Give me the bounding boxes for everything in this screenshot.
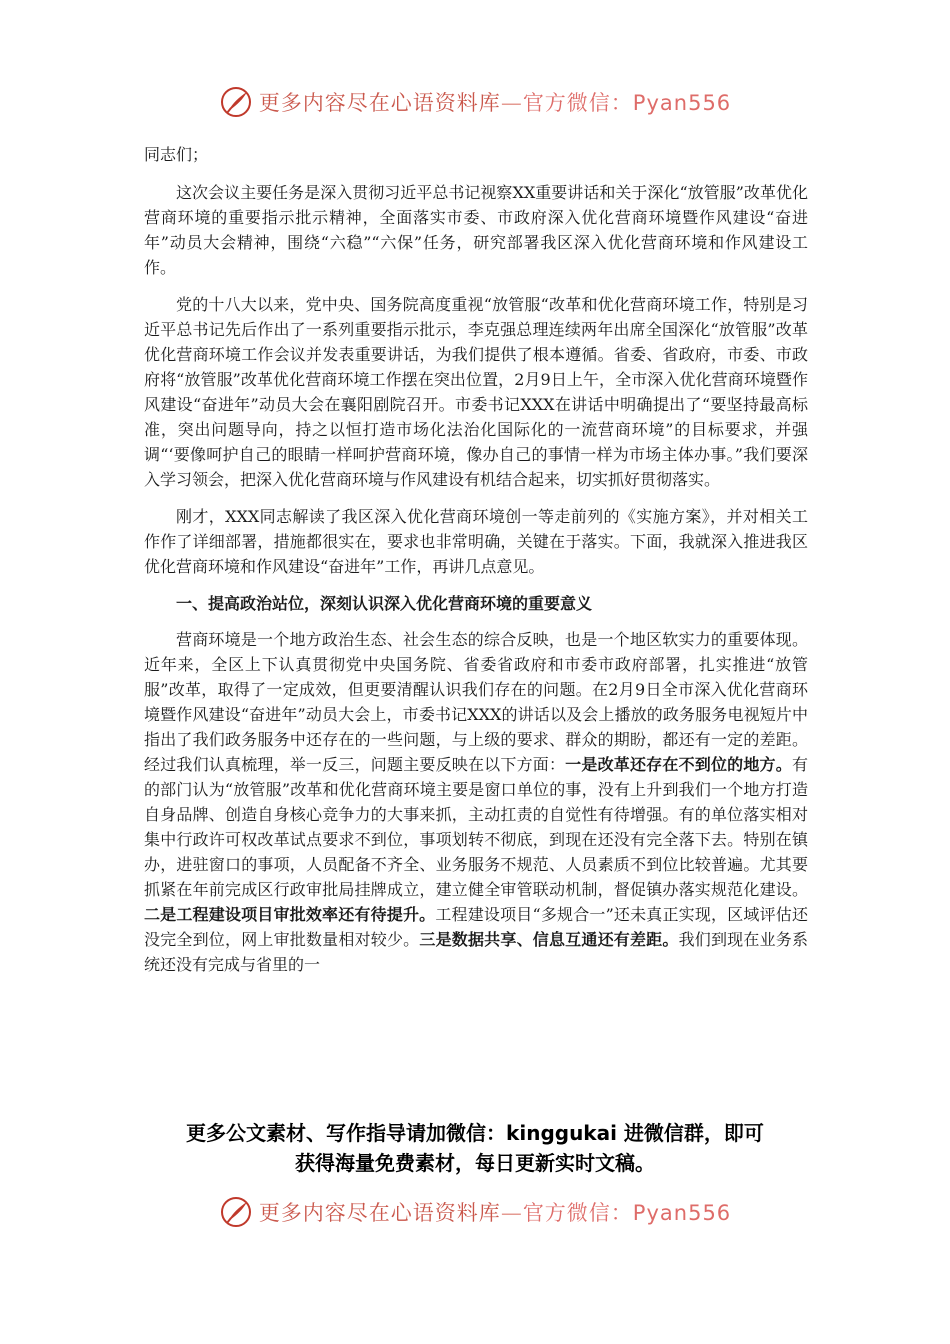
banner-dash: — — [500, 91, 523, 115]
paragraph-3: 刚才，XXX同志解读了我区深入优化营商环境创一等走前列的《实施方案》，并对相关工作作了详细部署，措施都很实在，要求也非常明确，关键在于落实。下面，我就深入推进我区优化营商环境和作风建设“奋进年”工作，再讲几点意见。 — [144, 507, 808, 576]
banner-dash: — — [500, 1201, 523, 1225]
banner-title: 更多内容尽在心语资料库 — [258, 1201, 501, 1225]
banner-text — [259, 1197, 731, 1227]
p4-text-2: 有的部门认为“放管服”改革和优化营商环境主要是窗口单位的事，没有上升到我们一个地方打造自身品牌、创造自身核心竞争力的大事来抓，主动扛责的自觉性有待增强。有的单位落实相对集中行政许可权改革试点要求不到位，事项划转不彻底，到现在还没有完全落下去。特别在镇办，进驻窗口的事项，人员配备不齐全、业务服务不规范、人员素质不到位比较普遍。尤其要抓紧在年前完成区行政审批局挂牌成立，建立健全审管联动机制，督促镇办落实规范化建设。 — [144, 755, 808, 899]
bottom-banner — [0, 1192, 950, 1232]
paragraph-4 — [144, 627, 808, 977]
p4-bold-1: 一是改革还存在不到位的地方。 — [565, 755, 792, 774]
p4-bold-2: 二是工程建设项目审批效率还有待提升。 — [144, 905, 436, 924]
quill-logo-icon — [219, 1195, 253, 1229]
paragraph-2: 党的十八大以来，党中央、国务院高度重视“放管服“改革和优化营商环境工作，特别是习近平总书记先后作出了一系列重要指示批示，李克强总理连续两年出席全国深化“放管服”改革优化营商环境工作会议并发表重要讲话，为我们提供了根本遵循。省委、省政府，市委、市政府将“放管服”改革优化营商环境工作摆在突出位置，2月9日上午，全市深入优化营商环境暨作风建设“奋进年”动员大会在襄阳剧院召开。市委书记XXX在讲话中明确提出了“要坚持最高标准，突出问题导向，持之以恒打造市场化法治化国际化的一流营商环境”的目标要求，并强调“‘要像呵护自己的眼睛一样呵护营商环境，像办自己的事情一样为市场主体办事。”我们要深入学习领会，把深入优化营商环境与作风建设有机结合起来，切实抓好贯彻落实。 — [144, 295, 808, 489]
document-body — [144, 142, 808, 989]
p4-text-3: 工程建设项目“多规合一”还未真正实现，区域评估还没完全到位，网上审批数量相对较少。 — [144, 905, 808, 949]
paragraph-1: 这次会议主要任务是深入贯彻习近平总书记视察XX重要讲话和关于深化“放管服”改革优化营商环境的重要指示批示精神，全面落实市委、市政府深入优化营商环境暨作风建设“奋进年”动员大会精神，围绕“六稳”“六保”任务，研究部署我区深入优化营商环境和作风建设工作。 — [144, 183, 808, 277]
banner-title: 更多内容尽在心语资料库 — [258, 91, 501, 115]
wechat-notice — [0, 1118, 950, 1178]
p4-text-4: 我们到现在业务系统还没有完成与省里的一 — [144, 930, 808, 974]
notice-line-1: 更多公文素材、写作指导请加微信：kinggukai 进微信群，即可 — [186, 1121, 764, 1145]
banner-wechat: 官方微信：Pyan556 — [522, 1201, 732, 1225]
top-banner — [0, 82, 950, 122]
banner-text — [259, 87, 731, 117]
salutation: 同志们； — [144, 145, 209, 164]
p4-text-1: 营商环境是一个地方政治生态、社会生态的综合反映，也是一个地区软实力的重要体现。近年来，全区上下认真贯彻党中央国务院、省委省政府和市委市政府部署，扎实推进“放管服”改革，取得了一定成效，但更要清醒认识我们存在的问题。在2月9日全市深入优化营商环境暨作风建设“奋进年”动员大会上，市委书记XXX的讲话以及会上播放的政务服务电视短片中指出了我们政务服务中还存在的一些问题，与上级的要求、群众的期盼，都还有一定的差距。经过我们认真梳理，举一反三，问题主要反映在以下方面： — [144, 630, 808, 774]
quill-logo-icon — [219, 85, 253, 119]
p4-bold-3: 三是数据共享、信息互通还有差距。 — [419, 930, 679, 949]
notice-line-2: 获得海量免费素材，每日更新实时文稿。 — [295, 1151, 655, 1175]
section-heading-1: 一、提高政治站位，深刻认识深入优化营商环境的重要意义 — [176, 594, 593, 613]
banner-wechat: 官方微信：Pyan556 — [522, 91, 732, 115]
